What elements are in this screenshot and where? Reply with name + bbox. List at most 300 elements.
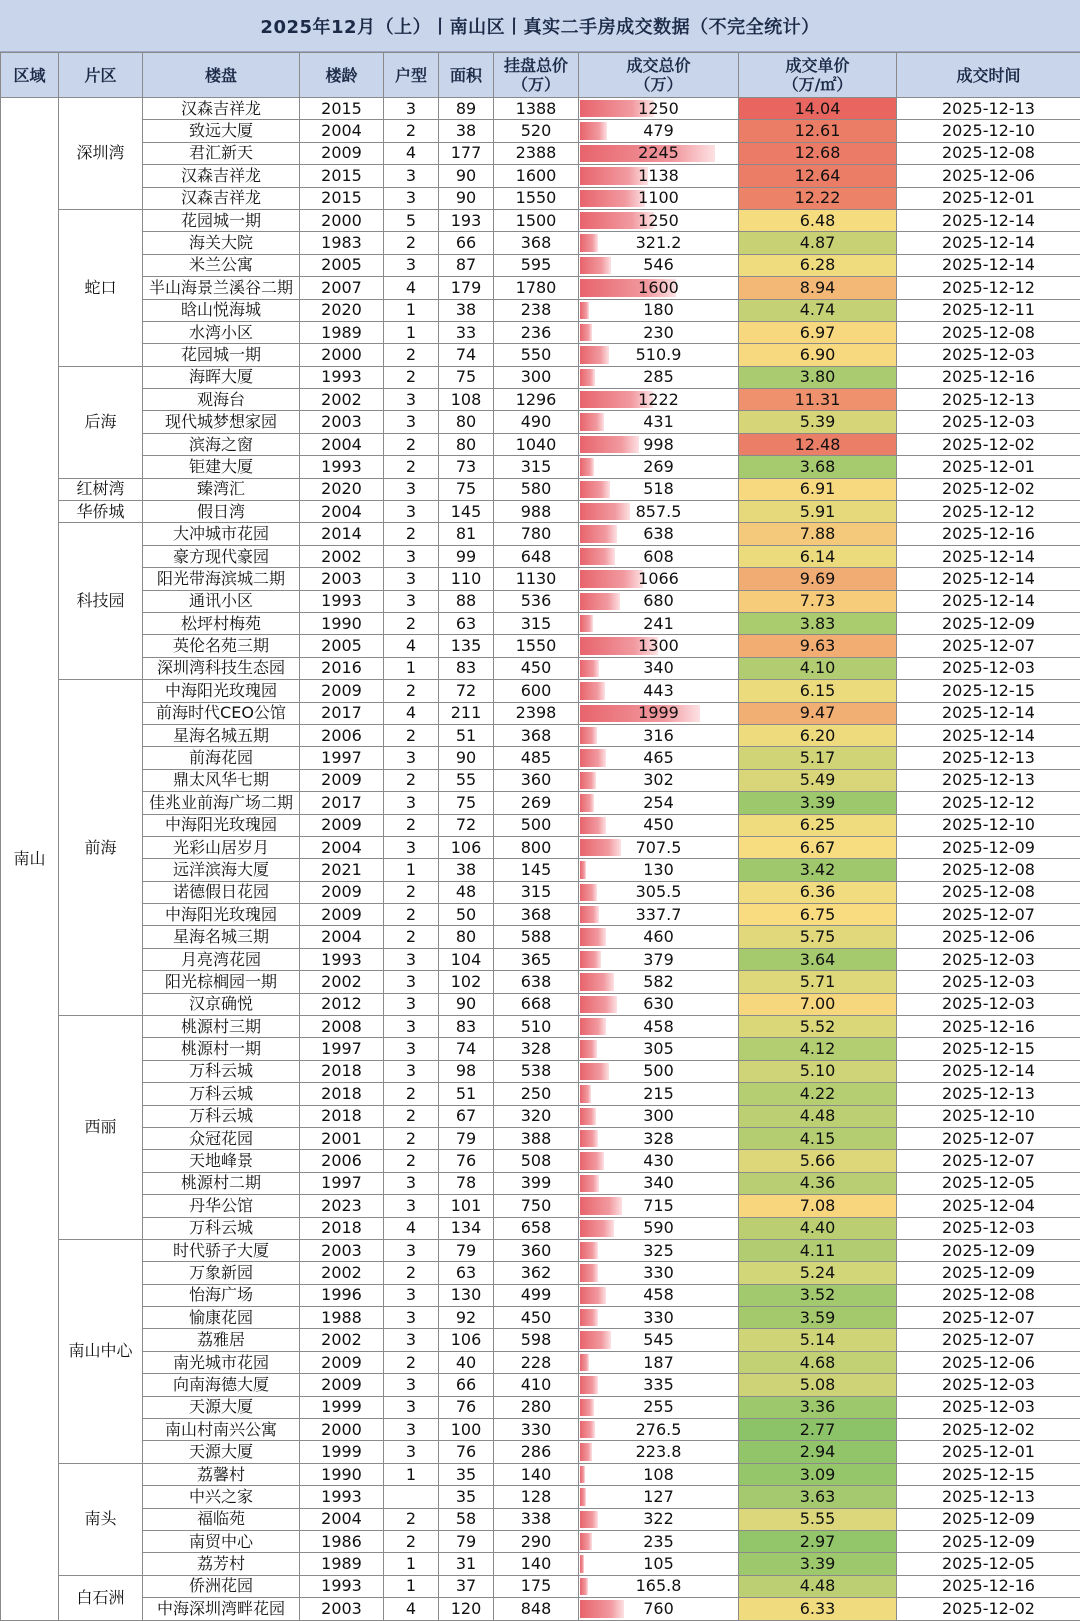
size-cell: 193 bbox=[439, 209, 494, 231]
list-price-cell: 510 bbox=[494, 1016, 579, 1038]
list-price-cell: 450 bbox=[494, 1307, 579, 1329]
deal-price-bar bbox=[580, 1197, 622, 1214]
deal-date-cell: 2025-12-07 bbox=[897, 1150, 1080, 1172]
deal-price-bar bbox=[580, 1466, 585, 1483]
list-price-cell: 595 bbox=[494, 254, 579, 276]
age-cell: 2002 bbox=[300, 971, 384, 993]
rooms-cell: 5 bbox=[384, 209, 439, 231]
list-price-cell: 368 bbox=[494, 724, 579, 746]
header-deal-price-line1: 成交总价 bbox=[579, 56, 738, 75]
header-row bbox=[1, 53, 1080, 98]
size-cell: 31 bbox=[439, 1553, 494, 1575]
list-price-cell: 648 bbox=[494, 545, 579, 567]
size-cell: 145 bbox=[439, 501, 494, 523]
deal-price-cell bbox=[579, 747, 739, 769]
deal-price-cell bbox=[579, 792, 739, 814]
estate-cell: 荔芳村 bbox=[143, 1553, 300, 1575]
age-cell: 2018 bbox=[300, 1217, 384, 1239]
deal-price-value: 254 bbox=[643, 793, 674, 812]
rooms-cell: 3 bbox=[384, 1016, 439, 1038]
size-cell: 63 bbox=[439, 1262, 494, 1284]
size-cell: 66 bbox=[439, 232, 494, 254]
table-row bbox=[1, 478, 1080, 500]
deal-date-cell: 2025-12-14 bbox=[897, 1060, 1080, 1082]
deal-price-value: 165.8 bbox=[636, 1576, 682, 1595]
table-row bbox=[1, 1441, 1080, 1463]
table-row bbox=[1, 1060, 1080, 1082]
deal-date-cell: 2025-12-13 bbox=[897, 1083, 1080, 1105]
age-cell: 2005 bbox=[300, 254, 384, 276]
age-cell: 1993 bbox=[300, 590, 384, 612]
estate-cell: 万科云城 bbox=[143, 1217, 300, 1239]
list-price-cell: 290 bbox=[494, 1531, 579, 1553]
unit-price-cell: 3.36 bbox=[739, 1396, 897, 1418]
unit-price-cell: 3.39 bbox=[739, 1553, 897, 1575]
area-cell: 后海 bbox=[59, 366, 143, 478]
list-price-cell: 238 bbox=[494, 299, 579, 321]
deal-date-cell: 2025-12-09 bbox=[897, 1531, 1080, 1553]
table-body bbox=[1, 98, 1080, 1621]
size-cell: 79 bbox=[439, 1239, 494, 1261]
age-cell: 1993 bbox=[300, 948, 384, 970]
deal-price-cell bbox=[579, 1262, 739, 1284]
rooms-cell: 3 bbox=[384, 971, 439, 993]
deal-date-cell: 2025-12-03 bbox=[897, 1396, 1080, 1418]
age-cell: 2000 bbox=[300, 1419, 384, 1441]
deal-date-cell: 2025-12-09 bbox=[897, 1262, 1080, 1284]
deal-price-value: 223.8 bbox=[636, 1442, 682, 1461]
sheet-title: 2025年12月（上）丨南山区丨真实二手房成交数据（不完全统计） bbox=[0, 0, 1080, 52]
deal-price-value: 458 bbox=[643, 1017, 674, 1036]
unit-price-cell: 6.25 bbox=[739, 814, 897, 836]
size-cell: 179 bbox=[439, 277, 494, 299]
header-deal-price-line2: （万） bbox=[579, 75, 738, 94]
header-list-price bbox=[494, 53, 579, 98]
deal-price-cell bbox=[579, 187, 739, 209]
deal-price-cell bbox=[579, 456, 739, 478]
deal-price-bar bbox=[580, 122, 607, 139]
deal-price-bar bbox=[580, 1264, 598, 1281]
header-region: 区域 bbox=[1, 53, 59, 98]
table-row bbox=[1, 366, 1080, 388]
deal-price-cell bbox=[579, 501, 739, 523]
size-cell: 74 bbox=[439, 344, 494, 366]
table-row bbox=[1, 1307, 1080, 1329]
deal-date-cell: 2025-12-03 bbox=[897, 993, 1080, 1015]
size-cell: 106 bbox=[439, 1329, 494, 1351]
size-cell: 72 bbox=[439, 814, 494, 836]
estate-cell: 愉康花园 bbox=[143, 1307, 300, 1329]
deal-price-bar bbox=[580, 1063, 609, 1080]
list-price-cell: 1130 bbox=[494, 568, 579, 590]
table-row bbox=[1, 1598, 1080, 1620]
estate-cell: 中海阳光玫瑰园 bbox=[143, 680, 300, 702]
deal-price-value: 680 bbox=[643, 591, 674, 610]
deal-price-value: 241 bbox=[643, 614, 674, 633]
rooms-cell: 3 bbox=[384, 478, 439, 500]
deal-price-bar bbox=[580, 1220, 614, 1237]
list-price-cell: 280 bbox=[494, 1396, 579, 1418]
table-row bbox=[1, 702, 1080, 724]
estate-cell: 万科云城 bbox=[143, 1060, 300, 1082]
unit-price-cell: 12.61 bbox=[739, 120, 897, 142]
list-price-cell: 520 bbox=[494, 120, 579, 142]
estate-cell: 汉京确悦 bbox=[143, 993, 300, 1015]
estate-cell: 君汇新天 bbox=[143, 142, 300, 164]
table-row bbox=[1, 568, 1080, 590]
deal-price-value: 1600 bbox=[638, 278, 679, 297]
table-row bbox=[1, 1083, 1080, 1105]
deal-date-cell: 2025-12-14 bbox=[897, 590, 1080, 612]
header-unit-price bbox=[739, 53, 897, 98]
list-price-cell: 988 bbox=[494, 501, 579, 523]
header-age: 楼龄 bbox=[300, 53, 384, 98]
area-cell: 科技园 bbox=[59, 523, 143, 680]
rooms-cell: 2 bbox=[384, 1083, 439, 1105]
estate-cell: 荔馨村 bbox=[143, 1463, 300, 1485]
deal-price-bar bbox=[580, 570, 643, 587]
age-cell: 2009 bbox=[300, 142, 384, 164]
estate-cell: 桃源村二期 bbox=[143, 1172, 300, 1194]
list-price-cell: 848 bbox=[494, 1598, 579, 1620]
deal-price-cell bbox=[579, 366, 739, 388]
deal-price-value: 322 bbox=[643, 1509, 674, 1528]
unit-price-cell: 6.20 bbox=[739, 724, 897, 746]
table-row bbox=[1, 680, 1080, 702]
deal-price-cell bbox=[579, 1217, 739, 1239]
transaction-table bbox=[0, 52, 1080, 1621]
deal-date-cell: 2025-12-15 bbox=[897, 680, 1080, 702]
deal-price-cell bbox=[579, 1083, 739, 1105]
estate-cell: 星海名城三期 bbox=[143, 926, 300, 948]
deal-price-bar bbox=[580, 458, 594, 475]
table-row bbox=[1, 209, 1080, 231]
unit-price-cell: 7.08 bbox=[739, 1195, 897, 1217]
deal-price-cell bbox=[579, 1374, 739, 1396]
estate-cell: 汉森吉祥龙 bbox=[143, 98, 300, 120]
age-cell: 1989 bbox=[300, 1553, 384, 1575]
size-cell: 63 bbox=[439, 612, 494, 634]
unit-price-cell: 12.68 bbox=[739, 142, 897, 164]
deal-price-cell bbox=[579, 1105, 739, 1127]
deal-price-bar bbox=[580, 257, 611, 274]
unit-price-cell: 4.22 bbox=[739, 1083, 897, 1105]
area-cell: 前海 bbox=[59, 680, 143, 1016]
list-price-cell: 362 bbox=[494, 1262, 579, 1284]
deal-date-cell: 2025-12-16 bbox=[897, 1016, 1080, 1038]
deal-price-cell bbox=[579, 411, 739, 433]
rooms-cell bbox=[384, 1486, 439, 1508]
deal-price-value: 330 bbox=[643, 1263, 674, 1282]
unit-price-cell: 7.00 bbox=[739, 993, 897, 1015]
rooms-cell: 3 bbox=[384, 747, 439, 769]
age-cell: 2016 bbox=[300, 657, 384, 679]
unit-price-cell: 3.68 bbox=[739, 456, 897, 478]
deal-price-cell bbox=[579, 478, 739, 500]
deal-date-cell: 2025-12-14 bbox=[897, 724, 1080, 746]
unit-price-cell: 6.75 bbox=[739, 904, 897, 926]
size-cell: 79 bbox=[439, 1531, 494, 1553]
deal-price-value: 510.9 bbox=[636, 345, 682, 364]
rooms-cell: 3 bbox=[384, 836, 439, 858]
deal-price-value: 379 bbox=[643, 950, 674, 969]
estate-cell: 万象新园 bbox=[143, 1262, 300, 1284]
age-cell: 2020 bbox=[300, 299, 384, 321]
deal-price-value: 302 bbox=[643, 770, 674, 789]
rooms-cell: 4 bbox=[384, 277, 439, 299]
age-cell: 2009 bbox=[300, 1351, 384, 1373]
list-price-cell: 2388 bbox=[494, 142, 579, 164]
deal-date-cell: 2025-12-03 bbox=[897, 344, 1080, 366]
age-cell: 1990 bbox=[300, 1463, 384, 1485]
deal-price-value: 1066 bbox=[638, 569, 679, 588]
deal-price-value: 330 bbox=[643, 1308, 674, 1327]
list-price-cell: 658 bbox=[494, 1217, 579, 1239]
deal-date-cell: 2025-12-10 bbox=[897, 814, 1080, 836]
rooms-cell: 3 bbox=[384, 948, 439, 970]
deal-date-cell: 2025-12-05 bbox=[897, 1553, 1080, 1575]
header-size: 面积 bbox=[439, 53, 494, 98]
estate-cell: 前海花园 bbox=[143, 747, 300, 769]
deal-price-bar bbox=[580, 906, 599, 923]
unit-price-cell: 5.55 bbox=[739, 1508, 897, 1530]
header-deal-date: 成交时间 bbox=[897, 53, 1080, 98]
age-cell: 1993 bbox=[300, 1575, 384, 1597]
table-row bbox=[1, 523, 1080, 545]
table-row bbox=[1, 1217, 1080, 1239]
unit-price-cell: 4.40 bbox=[739, 1217, 897, 1239]
deal-date-cell: 2025-12-10 bbox=[897, 120, 1080, 142]
list-price-cell: 368 bbox=[494, 232, 579, 254]
table-row bbox=[1, 724, 1080, 746]
deal-price-cell bbox=[579, 1463, 739, 1485]
unit-price-cell: 12.22 bbox=[739, 187, 897, 209]
list-price-cell: 330 bbox=[494, 1419, 579, 1441]
size-cell: 130 bbox=[439, 1284, 494, 1306]
rooms-cell: 2 bbox=[384, 612, 439, 634]
unit-price-cell: 4.87 bbox=[739, 232, 897, 254]
size-cell: 75 bbox=[439, 366, 494, 388]
deal-price-bar bbox=[580, 1600, 624, 1617]
deal-price-bar bbox=[580, 1555, 584, 1572]
deal-date-cell: 2025-12-09 bbox=[897, 1239, 1080, 1261]
estate-cell: 中兴之家 bbox=[143, 1486, 300, 1508]
rooms-cell: 3 bbox=[384, 389, 439, 411]
deal-price-cell bbox=[579, 590, 739, 612]
size-cell: 98 bbox=[439, 1060, 494, 1082]
unit-price-cell: 5.10 bbox=[739, 1060, 897, 1082]
deal-date-cell: 2025-12-13 bbox=[897, 1486, 1080, 1508]
deal-date-cell: 2025-12-14 bbox=[897, 568, 1080, 590]
deal-date-cell: 2025-12-03 bbox=[897, 1217, 1080, 1239]
deal-price-cell bbox=[579, 344, 739, 366]
list-price-cell: 598 bbox=[494, 1329, 579, 1351]
deal-date-cell: 2025-12-12 bbox=[897, 792, 1080, 814]
table-row bbox=[1, 456, 1080, 478]
deal-price-cell bbox=[579, 1486, 739, 1508]
table-row bbox=[1, 948, 1080, 970]
estate-cell: 阳光带海滨城二期 bbox=[143, 568, 300, 590]
size-cell: 67 bbox=[439, 1105, 494, 1127]
deal-price-cell bbox=[579, 881, 739, 903]
age-cell: 2009 bbox=[300, 1374, 384, 1396]
list-price-cell: 128 bbox=[494, 1486, 579, 1508]
list-price-cell: 145 bbox=[494, 859, 579, 881]
list-price-cell: 1780 bbox=[494, 277, 579, 299]
unit-price-cell: 6.36 bbox=[739, 881, 897, 903]
estate-cell: 丹华公馆 bbox=[143, 1195, 300, 1217]
deal-price-value: 328 bbox=[643, 1129, 674, 1148]
deal-price-value: 431 bbox=[643, 412, 674, 431]
header-list-price-line2: （万） bbox=[494, 75, 578, 94]
estate-cell: 天源大厦 bbox=[143, 1396, 300, 1418]
table-row bbox=[1, 769, 1080, 791]
rooms-cell: 4 bbox=[384, 1598, 439, 1620]
deal-price-bar bbox=[580, 996, 617, 1013]
list-price-cell: 500 bbox=[494, 814, 579, 836]
unit-price-cell: 9.63 bbox=[739, 635, 897, 657]
rooms-cell: 2 bbox=[384, 1150, 439, 1172]
deal-price-cell bbox=[579, 948, 739, 970]
deal-date-cell: 2025-12-14 bbox=[897, 545, 1080, 567]
deal-date-cell: 2025-12-01 bbox=[897, 456, 1080, 478]
deal-price-bar bbox=[580, 1018, 606, 1035]
deal-price-cell bbox=[579, 1329, 739, 1351]
unit-price-cell: 3.80 bbox=[739, 366, 897, 388]
deal-price-value: 545 bbox=[643, 1330, 674, 1349]
list-price-cell: 750 bbox=[494, 1195, 579, 1217]
age-cell: 2002 bbox=[300, 389, 384, 411]
list-price-cell: 800 bbox=[494, 836, 579, 858]
unit-price-cell: 5.08 bbox=[739, 1374, 897, 1396]
estate-cell: 花园城一期 bbox=[143, 344, 300, 366]
table-row bbox=[1, 590, 1080, 612]
age-cell: 1986 bbox=[300, 1531, 384, 1553]
table-row bbox=[1, 165, 1080, 187]
estate-cell: 福临苑 bbox=[143, 1508, 300, 1530]
size-cell: 51 bbox=[439, 724, 494, 746]
rooms-cell: 2 bbox=[384, 1127, 439, 1149]
deal-price-bar bbox=[580, 369, 595, 386]
age-cell: 1993 bbox=[300, 1486, 384, 1508]
age-cell: 2006 bbox=[300, 1150, 384, 1172]
estate-cell: 钜建大厦 bbox=[143, 456, 300, 478]
deal-price-value: 1250 bbox=[638, 211, 679, 230]
list-price-cell: 300 bbox=[494, 366, 579, 388]
unit-price-cell: 3.52 bbox=[739, 1284, 897, 1306]
size-cell: 51 bbox=[439, 1083, 494, 1105]
size-cell: 78 bbox=[439, 1172, 494, 1194]
estate-cell: 桃源村一期 bbox=[143, 1038, 300, 1060]
size-cell: 110 bbox=[439, 568, 494, 590]
deal-price-value: 582 bbox=[643, 972, 674, 991]
age-cell: 2009 bbox=[300, 680, 384, 702]
unit-price-cell: 7.73 bbox=[739, 590, 897, 612]
deal-date-cell: 2025-12-10 bbox=[897, 1105, 1080, 1127]
estate-cell: 臻湾汇 bbox=[143, 478, 300, 500]
deal-price-cell bbox=[579, 904, 739, 926]
unit-price-cell: 5.66 bbox=[739, 1150, 897, 1172]
size-cell: 100 bbox=[439, 1419, 494, 1441]
deal-price-value: 465 bbox=[643, 748, 674, 767]
list-price-cell: 315 bbox=[494, 881, 579, 903]
age-cell: 2008 bbox=[300, 1016, 384, 1038]
deal-price-cell bbox=[579, 680, 739, 702]
deal-price-cell bbox=[579, 724, 739, 746]
age-cell: 2002 bbox=[300, 545, 384, 567]
size-cell: 79 bbox=[439, 1127, 494, 1149]
age-cell: 2004 bbox=[300, 433, 384, 455]
header-unit-price-line1: 成交单价 bbox=[739, 56, 896, 75]
rooms-cell: 4 bbox=[384, 702, 439, 724]
size-cell: 87 bbox=[439, 254, 494, 276]
list-price-cell: 250 bbox=[494, 1083, 579, 1105]
rooms-cell: 3 bbox=[384, 501, 439, 523]
list-price-cell: 1550 bbox=[494, 187, 579, 209]
deal-price-cell bbox=[579, 299, 739, 321]
deal-price-cell bbox=[579, 433, 739, 455]
deal-price-bar bbox=[580, 481, 610, 498]
size-cell: 83 bbox=[439, 657, 494, 679]
list-price-cell: 550 bbox=[494, 344, 579, 366]
rooms-cell: 2 bbox=[384, 120, 439, 142]
list-price-cell: 315 bbox=[494, 456, 579, 478]
table-row bbox=[1, 814, 1080, 836]
size-cell: 66 bbox=[439, 1374, 494, 1396]
deal-price-value: 707.5 bbox=[636, 838, 682, 857]
deal-price-bar bbox=[580, 973, 614, 990]
estate-cell: 众冠花园 bbox=[143, 1127, 300, 1149]
size-cell: 80 bbox=[439, 433, 494, 455]
size-cell: 108 bbox=[439, 389, 494, 411]
unit-price-cell: 5.52 bbox=[739, 1016, 897, 1038]
area-cell: 红树湾 bbox=[59, 478, 143, 500]
deal-price-cell bbox=[579, 254, 739, 276]
age-cell: 2003 bbox=[300, 411, 384, 433]
table-row bbox=[1, 1239, 1080, 1261]
size-cell: 75 bbox=[439, 792, 494, 814]
size-cell: 48 bbox=[439, 881, 494, 903]
deal-price-bar bbox=[580, 884, 597, 901]
estate-cell: 诺德假日花园 bbox=[143, 881, 300, 903]
estate-cell: 现代城梦想家园 bbox=[143, 411, 300, 433]
deal-price-value: 460 bbox=[643, 927, 674, 946]
deal-price-value: 285 bbox=[643, 367, 674, 386]
estate-cell: 阳光棕榈园一期 bbox=[143, 971, 300, 993]
deal-price-bar bbox=[580, 615, 593, 632]
unit-price-cell: 14.04 bbox=[739, 98, 897, 120]
deal-date-cell: 2025-12-03 bbox=[897, 971, 1080, 993]
deal-date-cell: 2025-12-02 bbox=[897, 433, 1080, 455]
estate-cell: 豪方现代豪园 bbox=[143, 545, 300, 567]
unit-price-cell: 6.48 bbox=[739, 209, 897, 231]
deal-date-cell: 2025-12-11 bbox=[897, 299, 1080, 321]
area-cell: 蛇口 bbox=[59, 209, 143, 366]
deal-price-value: 305.5 bbox=[636, 882, 682, 901]
size-cell: 80 bbox=[439, 411, 494, 433]
estate-cell: 通讯小区 bbox=[143, 590, 300, 612]
rooms-cell: 2 bbox=[384, 724, 439, 746]
unit-price-cell: 3.42 bbox=[739, 859, 897, 881]
deal-price-value: 479 bbox=[643, 121, 674, 140]
deal-price-bar bbox=[580, 302, 589, 319]
rooms-cell: 1 bbox=[384, 1553, 439, 1575]
unit-price-cell: 6.14 bbox=[739, 545, 897, 567]
deal-price-cell bbox=[579, 836, 739, 858]
deal-price-bar bbox=[580, 660, 599, 677]
list-price-cell: 328 bbox=[494, 1038, 579, 1060]
estate-cell: 光彩山居岁月 bbox=[143, 836, 300, 858]
